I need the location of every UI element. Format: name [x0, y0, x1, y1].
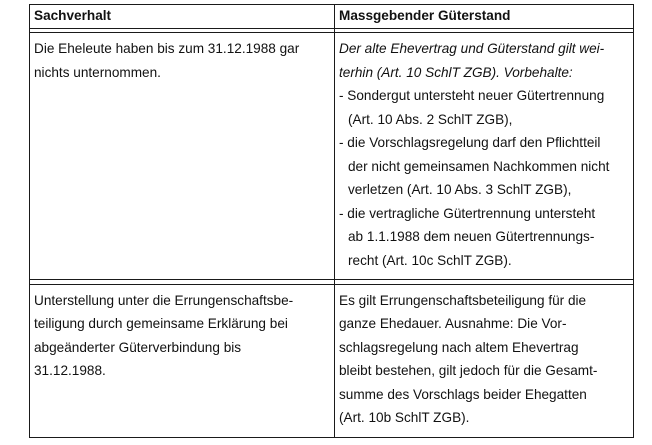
- reservation-item-3-cont: ab 1.1.1988 dem neuen Gütertrennungs-: [348, 229, 595, 245]
- row1-left-line: nichts unternommen.: [34, 64, 161, 80]
- reservation-item-1-cont: (Art. 10 Abs. 2 SchlT ZGB),: [348, 111, 513, 127]
- row1-left-line: Die Eheleute haben bis zum 31.12.1988 gar: [34, 41, 300, 57]
- reservation-item-3-cont: recht (Art. 10c SchlT ZGB).: [348, 252, 512, 268]
- row2-right-line: summe des Vorschlags beider Ehegatten: [339, 386, 587, 402]
- row2-left-line: teiligung durch gemeinsame Erklärung bei: [34, 316, 288, 331]
- row2-right-line: bleibt bestehen, gilt jedoch für die Gesamt-: [339, 363, 598, 378]
- header-sachverhalt: Sachverhalt: [30, 5, 335, 29]
- row1-gueterstand-cell: [335, 33, 634, 280]
- header-gueterstand: Massgebender Güterstand: [335, 5, 634, 29]
- table-row: [30, 33, 634, 280]
- row1-intro-line: terhin (Art. 10 SchlT ZGB). Vorbehalte:: [339, 64, 573, 80]
- reservation-item-1: - Sondergut untersteht neuer Gütertrennung: [339, 88, 605, 104]
- reservation-item-2-cont: verletzen (Art. 10 Abs. 3 SchlT ZGB),: [348, 182, 572, 198]
- row2-left-line: 31.12.1988.: [34, 363, 106, 378]
- row1-intro-line: Der alte Ehevertrag und Güterstand gilt wei-: [339, 41, 605, 57]
- table-header-row: [30, 5, 634, 29]
- row2-right-line: (Art. 10b SchlT ZGB).: [339, 410, 470, 425]
- row2-left-line: abgeänderter Güterverbindung bis: [34, 339, 242, 355]
- reservation-item-2-cont: der nicht gemeinsamen Nachkommen nicht: [348, 158, 610, 174]
- reservation-item-3: - die vertragliche Gütertrennung untersteht: [339, 205, 596, 221]
- row2-right-line: schlagsregelung nach altem Ehevertrag: [339, 339, 579, 355]
- row2-left-line: Unterstellung unter die Errungenschaftsbe-: [34, 292, 294, 308]
- reservation-item-2: - die Vorschlagsregelung darf den Pflichtteil: [339, 135, 601, 151]
- row2-sachverhalt-cell: [30, 284, 335, 438]
- row1-sachverhalt-cell: [30, 33, 335, 280]
- row2-right-line: Es gilt Errungenschaftsbeteiligung für die: [339, 292, 587, 308]
- table-row: [30, 284, 634, 438]
- row2-right-line: ganze Ehedauer. Ausnahme: Die Vor-: [339, 316, 567, 331]
- legal-table: [29, 4, 634, 438]
- row2-gueterstand-cell: [335, 284, 634, 438]
